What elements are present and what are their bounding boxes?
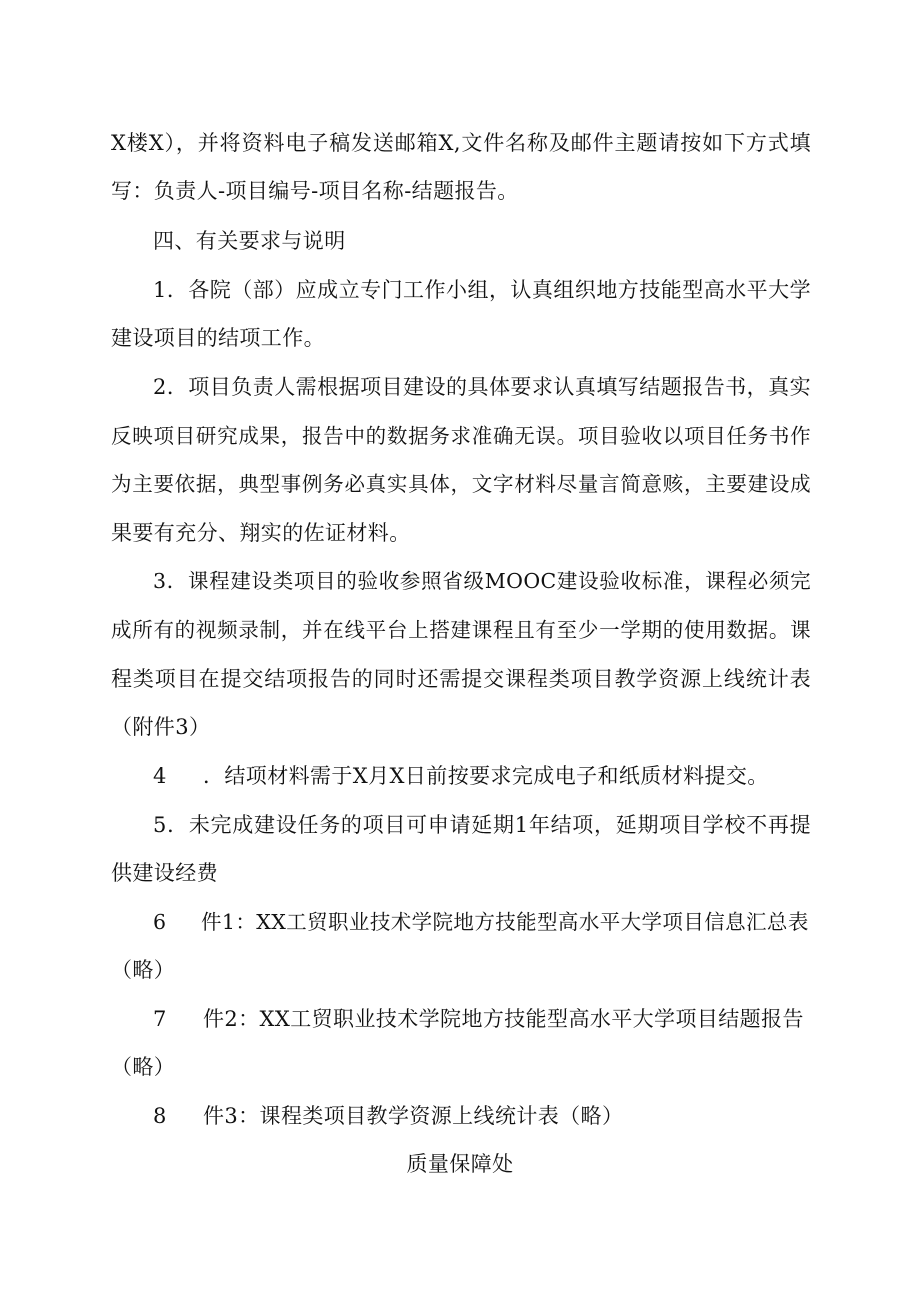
paragraph-line: 1．各院（部）应成立专门工作小组，认真组织地方技能型高水平大学 (153, 278, 811, 302)
paragraph-line: 建设项目的结项工作。 (111, 326, 325, 350)
paragraph-line: （附件3） (111, 715, 211, 739)
paragraph-line: 写：负责人-项目编号-项目名称-结题报告。 (111, 179, 519, 203)
paragraph-line: 供建设经费 (111, 861, 218, 885)
paragraph-text: 件1：XX工贸职业技术学院地方技能型高水平大学项目信息汇总表 (201, 910, 809, 934)
paragraph-line: 果要有充分、翔实的佐证材料。 (111, 521, 411, 545)
paragraph-text: 件2：XX工贸职业技术学院地方技能型高水平大学项目结题报告 (203, 1007, 804, 1031)
paragraph-text: ．结项材料需于X月X日前按要求完成电子和纸质材料提交。 (203, 764, 769, 788)
paragraph-line: （略） (111, 1055, 176, 1079)
section-heading: 四、有关要求与说明 (153, 229, 346, 253)
paragraph-line: 程类项目在提交结项报告的同时还需提交课程类项目教学资源上线统计表 (111, 667, 811, 691)
paragraph-line (153, 907, 811, 937)
paragraph-line (153, 761, 811, 791)
signature-department: 质量保障处 (406, 1152, 514, 1176)
list-number: 6 (153, 910, 167, 934)
list-number: 7 (153, 1007, 167, 1031)
paragraph-line (153, 1101, 811, 1131)
paragraph-text: 件3：课程类项目教学资源上线统计表（略） (203, 1104, 624, 1128)
paragraph-line: 成所有的视频录制，并在线平台上搭建课程且有至少一学期的使用数据。课 (111, 618, 811, 642)
paragraph-line: X楼X），并将资料电子稿发送邮箱X,文件名称及邮件主题请按如下方式填 (111, 131, 811, 155)
paragraph-line: 为主要依据，典型事例务必真实具体，文字材料尽量言简意赅，主要建设成 (111, 472, 811, 496)
paragraph-line: 3．课程建设类项目的验收参照省级MOOC建设验收标准，课程必须完 (153, 569, 811, 593)
paragraph-line: 反映项目研究成果，报告中的数据务求准确无误。项目验收以项目任务书作 (111, 424, 811, 448)
paragraph-line: 2．项目负责人需根据项目建设的具体要求认真填写结题报告书，真实 (153, 375, 811, 399)
paragraph-line: （略） (111, 958, 176, 982)
paragraph-line (153, 1004, 811, 1034)
list-number: 8 (153, 1104, 167, 1128)
list-number: 4 (153, 764, 167, 788)
paragraph-line: 5．未完成建设任务的项目可申请延期1年结项，延期项目学校不再提 (153, 813, 811, 837)
